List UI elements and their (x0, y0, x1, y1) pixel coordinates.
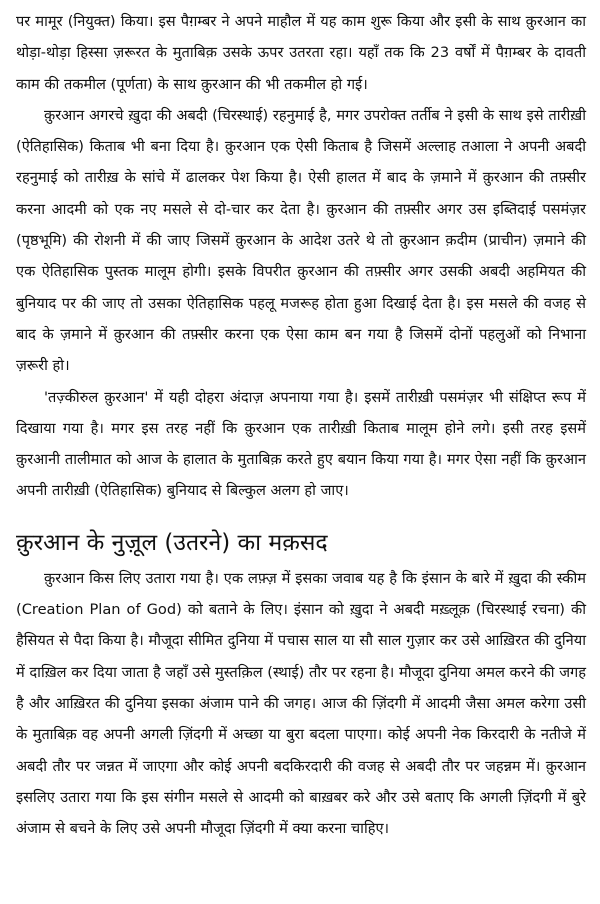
paragraph-4: क़ुरआन किस लिए उतारा गया है। एक लफ़्ज़ में इसका जवाब यह है कि इंसान के बारे में ख़ुदा की स्कीम (Creation Plan of God) को बताने के लिए। इंसान को ख़ुदा ने अबदी मख़्लूक़ (चिरस्थाई रचना) की हैसियत से पैदा किया है। मौजूदा सीमित दुनिया में पचास साल या सौ साल गुज़ार कर उसे आख़िरत की दुनिया में दाख़िल कर दिया जाता है जहाँ उसे मुस्तक़िल (स्थाई) तौर पर रहना है। मौजूदा दुनिया अमल करने की जगह है और आख़िरत की दुनिया इसका अंजाम पाने की जगह। आज की ज़िंदगी में आदमी जैसा अमल करेगा उसी के मुताबिक़ वह अपनी अगली ज़िंदगी में अच्छा या बुरा बदला पाएगा। कोई अपनी नेक किरदारी के नतीजे में अबदी तौर पर जन्नत में जाएगा और कोई अपनी बदकिरदारी की वजह से अबदी तौर पर जहन्नम में। क़ुरआन इसलिए उतारा गया कि इस संगीन मसले से आदमी को बाख़बर करे और उसे बताए कि अगली ज़िंदगी में बुरे अंजाम से बचने के लिए उसे अपनी मौजूदा ज़िंदगी में क्या करना चाहिए। (16, 569, 586, 838)
paragraph-3: 'तज़्कीरुल क़ुरआन' में यही दोहरा अंदाज़ अपनाया गया है। इसमें तारीख़ी पसमंज़र भी संक्षिप्त रूप में दिखाया गया है। मगर इस तरह नहीं कि क़ुरआन एक तारीख़ी किताब मालूम होने लगे। इसी तरह इसमें क़ुरआनी तालीमात को आज के हालात के मुताबिक़ करते हुए बयान किया गया है। मगर ऐसा नहीं कि क़ुरआन अपनी तारीख़ी (ऐतिहासिक) बुनियाद से बिल्कुल अलग हो जाए। (16, 388, 586, 500)
paragraph-2: क़ुरआन अगरचे ख़ुदा की अबदी (चिरस्थाई) रहनुमाई है, मगर उपरोक्त तर्तीब ने इसी के साथ इसे तारीख़ी (ऐतिहासिक) किताब भी बना दिया है। क़ुरआन एक ऐसी किताब है जिसमें अल्लाह तआला ने अपनी अबदी रहनुमाई को तारीख़ के सांचे में ढालकर पेश किया है। ऐसी हालत में बाद के ज़माने में क़ुरआन की तफ़्सीर करना आदमी को एक नए मसले से दो-चार कर देता है। क़ुरआन की तफ़्सीर अगर उस इब्तिदाई पसमंज़र (पृष्ठभूमि) की रोशनी में की जाए जिसमें क़ुरआन के आदेश उतरे थे तो क़ुरआन क़दीम (प्राचीन) ज़माने की एक ऐतिहासिक पुस्तक मालूम होगी। इसके विपरीत क़ुरआन की तफ़्सीर अगर उसकी अबदी अहमियत की बुनियाद पर की जाए तो उसका ऐतिहासिक पहलू मजरूह होता हुआ दिखाई देता है। इस मसले की वजह से बाद के ज़माने में क़ुरआन की तफ़्सीर करना एक ऐसा काम बन गया है जिसमें दोनों पहलुओं को निभाना ज़रूरी हो। (16, 106, 586, 375)
section-heading: क़ुरआन के नुज़ूल (उतरने) का मक़सद (16, 529, 328, 556)
paragraph-1: पर मामूर (नियुक्त) किया। इस पैग़म्बर ने अपने माहौल में यह काम शुरू किया और इसी के साथ क़ुरआन का थोड़ा-थोड़ा हिस्सा ज़रूरत के मुताबिक़ उसके ऊपर उतरता रहा। यहाँ तक कि 23 वर्षों में पैग़म्बर के दावती काम की तकमील (पूर्णता) के साथ क़ुरआन की भी तकमील हो गई। (16, 13, 586, 93)
